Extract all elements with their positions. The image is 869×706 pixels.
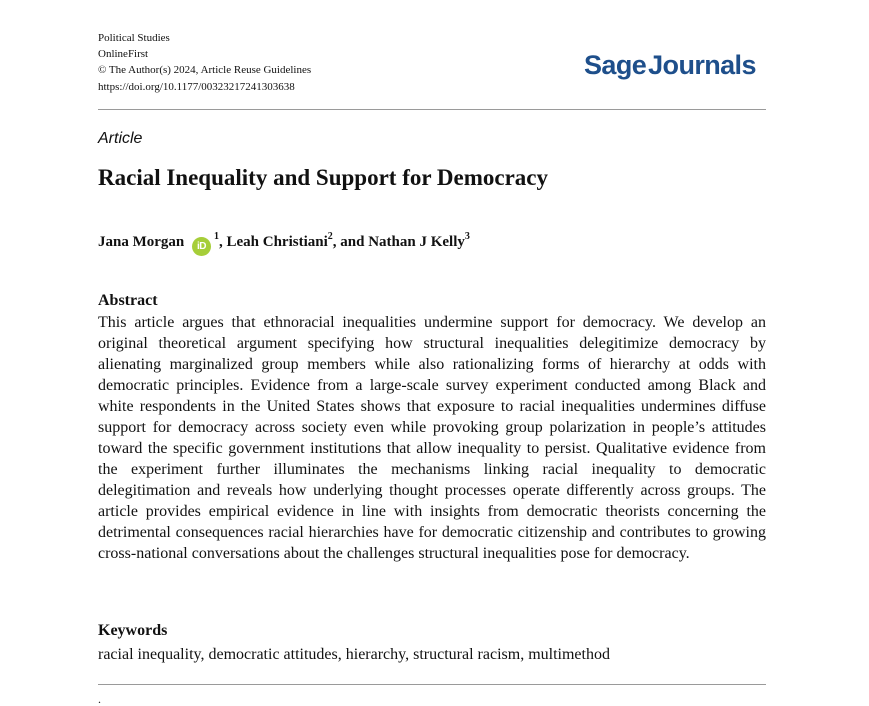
orcid-icon[interactable]: iD [192,237,211,256]
footer-mark: . [98,692,101,706]
keywords-list: racial inequality, democratic attitudes, hierarchy, structural racism, multimethod [98,646,610,663]
header-divider [98,109,766,110]
keywords-heading: Keywords [98,622,168,639]
journal-name: Political Studies [98,32,170,44]
abstract-heading: Abstract [98,292,158,309]
author-list [98,230,470,256]
copyright-notice: © The Author(s) 2024, Article Reuse Guidelines [98,64,312,77]
sage-journals-logo[interactable] [584,48,756,82]
article-metadata [98,30,311,95]
article-type-label: Article [98,130,143,147]
logo-sage: Sage [584,50,647,80]
author-separator: , and [332,234,369,250]
author-separator: , [219,234,227,250]
author-affiliation-sup: 2 [327,231,333,242]
author-name[interactable]: Jana Morgan [98,234,185,250]
publication-status: OnlineFirst [98,48,149,61]
footer-divider [98,684,766,685]
doi-link[interactable]: https://doi.org/10.1177/00323217241303638 [98,80,295,93]
author-affiliation-sup: 1 [214,231,219,242]
article-title: Racial Inequality and Support for Democracy [98,165,548,190]
author-name[interactable]: Nathan J Kelly [368,234,465,250]
logo-journals: Journals [648,50,756,80]
author-affiliation-sup: 3 [464,231,470,242]
author-name[interactable]: Leah Christiani [226,234,328,250]
abstract-text: This article argues that ethnoracial inequalities undermine support for democracy. We develop an original theoretical argument specifying how structural inequalities delegitimize democracy by alienating marginalized group members while also rationalizing forms of hierarchy at odds with democratic principles. Evidence from a large-scale survey experiment conducted among Black and white respondents in the United States shows that exposure to racial inequalities undermines diffuse support for democracy across society even while provoking group polarization in people’s attitudes toward the specific government institutions that allow inequality to persist. Qualitative evidence from the experiment further illuminates the mechanisms linking racial inequality to democratic delegitimation and reveals how underlying thought processes operate differently across groups. The article provides empirical evidence in line with insights from democratic theorists concerning the detrimental consequences racial hierarchies have for democratic citizenship and contributes to growing cross-national conversations about the challenges structural inequalities pose for democracy. [98,314,766,562]
